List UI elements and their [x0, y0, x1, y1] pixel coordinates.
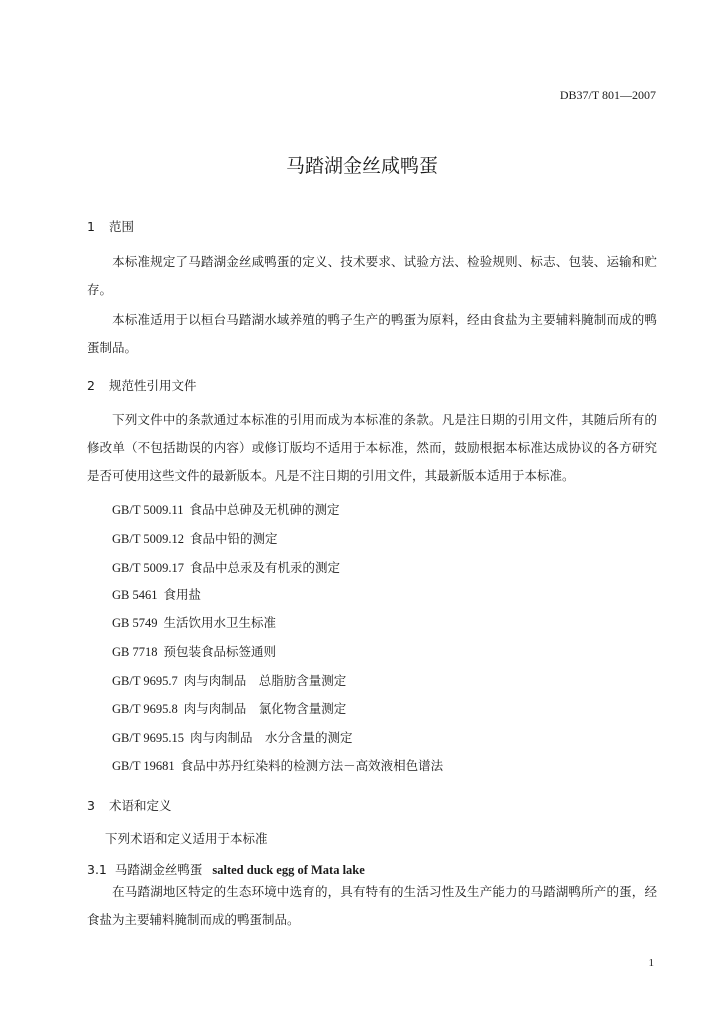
term-chinese: 马踏湖金丝鸭蛋 — [114, 862, 203, 877]
page-number: 1 — [648, 957, 654, 969]
section-number: 2 — [87, 378, 95, 393]
section-3-paragraph-1: 下列术语和定义适用于本标准 — [105, 831, 268, 846]
term-english: salted duck egg of Mata lake — [212, 863, 365, 877]
reference-code: GB/T 5009.11 — [112, 503, 184, 517]
section-number: 3 — [87, 798, 95, 813]
reference-code: GB/T 5009.12 — [112, 532, 184, 546]
term-definition — [87, 878, 657, 934]
section-2-heading — [87, 376, 197, 394]
paragraph-text: 下列文件中的条款通过本标准的引用而成为本标准的条款。凡是注日期的引用文件，其随后所有的修改单（不包括勘误的内容）或修订版均不适用于本标准，然而，鼓励根据本标准达成协议的各方研究是否可使用这些文件的最新版本。凡是不注日期的引用文件，其最新版本适用于本标准。 — [87, 412, 657, 483]
normative-reference — [112, 728, 353, 746]
normative-reference — [112, 529, 278, 547]
section-title: 术语和定义 — [109, 798, 172, 813]
reference-code: GB/T 9695.15 — [112, 731, 184, 745]
paragraph-text: 在马踏湖地区特定的生态环境中选育的，具有特有的生活习性及生产能力的马踏湖鸭所产的蛋，经食盐为主要辅料腌制而成的鸭蛋制品。 — [87, 884, 657, 927]
section-1-paragraph-2 — [87, 306, 657, 362]
reference-code: GB 5461 — [112, 588, 158, 602]
normative-reference — [112, 558, 340, 576]
reference-name: 肉与肉制品 水分含量的测定 — [190, 730, 353, 745]
normative-reference — [112, 671, 346, 689]
reference-name: 食品中铅的测定 — [190, 531, 278, 546]
section-title: 规范性引用文件 — [109, 378, 197, 393]
normative-reference — [112, 500, 340, 518]
normative-reference — [112, 699, 346, 717]
reference-name: 肉与肉制品 总脂肪含量测定 — [183, 673, 347, 688]
term-heading — [87, 860, 365, 878]
standard-code: DB37/T 801—2007 — [559, 88, 656, 102]
reference-code: GB/T 9695.8 — [112, 702, 178, 716]
reference-code: GB/T 19681 — [112, 759, 175, 773]
section-2-paragraph-1 — [87, 406, 657, 490]
reference-name: 食品中总砷及无机砷的测定 — [189, 502, 340, 517]
reference-name: 食用盐 — [163, 587, 202, 602]
normative-reference — [112, 756, 443, 774]
normative-reference — [112, 642, 276, 660]
reference-code: GB 5749 — [112, 616, 158, 630]
document-title: 马踏湖金丝咸鸭蛋 — [285, 155, 438, 177]
section-1-heading — [87, 217, 134, 235]
reference-name: 预包装食品标签通则 — [163, 644, 277, 659]
paragraph-text: 本标准适用于以桓台马踏湖水域养殖的鸭子生产的鸭蛋为原料，经由食盐为主要辅料腌制而成的鸭蛋制品。 — [87, 312, 657, 355]
paragraph-text: 本标准规定了马踏湖金丝咸鸭蛋的定义、技术要求、试验方法、检验规则、标志、包装、运输和贮存。 — [87, 254, 657, 297]
section-title: 范围 — [109, 219, 135, 234]
reference-name: 食品中总汞及有机汞的测定 — [190, 560, 341, 575]
reference-code: GB/T 9695.7 — [112, 674, 178, 688]
normative-reference — [112, 585, 201, 603]
reference-name: 肉与肉制品 氯化物含量测定 — [183, 701, 347, 716]
section-3-heading — [87, 796, 172, 814]
section-1-paragraph-1 — [87, 248, 657, 304]
reference-name: 食品中苏丹红染料的检测方法－高效液相色谱法 — [180, 758, 444, 773]
reference-code: GB/T 5009.17 — [112, 561, 184, 575]
section-number: 1 — [87, 219, 95, 234]
term-number: 3.1 — [87, 862, 107, 877]
normative-reference — [112, 613, 276, 631]
reference-name: 生活饮用水卫生标准 — [163, 615, 277, 630]
reference-code: GB 7718 — [112, 645, 158, 659]
